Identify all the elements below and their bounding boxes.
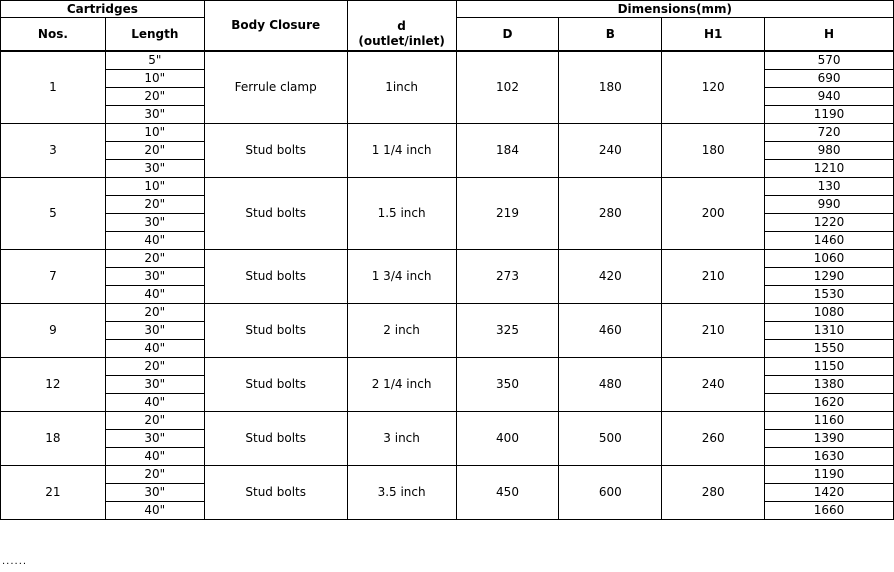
length-cell: 10"	[105, 69, 204, 87]
D-cell: 102	[456, 51, 559, 124]
H-header: H	[765, 18, 894, 51]
D-header: D	[456, 18, 559, 51]
H-cell: 1150	[765, 357, 894, 375]
length-cell: 20"	[105, 357, 204, 375]
length-cell: 30"	[105, 267, 204, 285]
nos-cell: 9	[1, 303, 106, 357]
d-cell: 2 inch	[347, 303, 456, 357]
continuation-dots: ......	[2, 556, 28, 567]
d-cell: 1 1/4 inch	[347, 123, 456, 177]
body-closure-cell: Stud bolts	[204, 123, 347, 177]
B-cell: 600	[559, 465, 662, 519]
H1-cell: 210	[662, 249, 765, 303]
length-cell: 20"	[105, 141, 204, 159]
d-cell: 1 3/4 inch	[347, 249, 456, 303]
H1-cell: 180	[662, 123, 765, 177]
H-cell: 1530	[765, 285, 894, 303]
H1-cell: 200	[662, 177, 765, 249]
d-cell: 1inch	[347, 51, 456, 124]
nos-cell: 3	[1, 123, 106, 177]
nos-cell: 18	[1, 411, 106, 465]
H-cell: 570	[765, 51, 894, 70]
nos-header: Nos.	[1, 18, 106, 51]
H1-cell: 280	[662, 465, 765, 519]
B-cell: 500	[559, 411, 662, 465]
B-cell: 480	[559, 357, 662, 411]
body-closure-header: Body Closure	[204, 1, 347, 51]
H-cell: 940	[765, 87, 894, 105]
nos-cell: 5	[1, 177, 106, 249]
body-closure-cell: Stud bolts	[204, 249, 347, 303]
length-cell: 20"	[105, 303, 204, 321]
table-row	[1, 123, 894, 141]
H-cell: 1220	[765, 213, 894, 231]
length-cell: 40"	[105, 339, 204, 357]
B-cell: 180	[559, 51, 662, 124]
table-body	[1, 51, 894, 520]
d-cell: 2 1/4 inch	[347, 357, 456, 411]
H-cell: 1190	[765, 105, 894, 123]
dimensions-header: Dimensions(mm)	[456, 1, 893, 18]
H-cell: 130	[765, 177, 894, 195]
D-cell: 184	[456, 123, 559, 177]
H1-cell: 260	[662, 411, 765, 465]
length-cell: 30"	[105, 105, 204, 123]
nos-cell: 1	[1, 51, 106, 124]
H1-cell: 120	[662, 51, 765, 124]
H-cell: 1660	[765, 501, 894, 519]
d-cell: 1.5 inch	[347, 177, 456, 249]
length-cell: 40"	[105, 285, 204, 303]
body-closure-cell: Stud bolts	[204, 357, 347, 411]
D-cell: 400	[456, 411, 559, 465]
table-row	[1, 303, 894, 321]
H-cell: 1190	[765, 465, 894, 483]
length-cell: 40"	[105, 501, 204, 519]
H-cell: 1390	[765, 429, 894, 447]
body-closure-cell: Stud bolts	[204, 465, 347, 519]
H-cell: 990	[765, 195, 894, 213]
length-cell: 10"	[105, 177, 204, 195]
D-cell: 219	[456, 177, 559, 249]
D-cell: 273	[456, 249, 559, 303]
D-cell: 450	[456, 465, 559, 519]
length-cell: 20"	[105, 249, 204, 267]
B-cell: 420	[559, 249, 662, 303]
H1-cell: 210	[662, 303, 765, 357]
H-cell: 1290	[765, 267, 894, 285]
body-closure-cell: Ferrule clamp	[204, 51, 347, 124]
length-cell: 40"	[105, 231, 204, 249]
D-cell: 350	[456, 357, 559, 411]
d-cell: 3 inch	[347, 411, 456, 465]
length-cell: 40"	[105, 393, 204, 411]
cartridges-header: Cartridges	[1, 1, 205, 18]
H-cell: 1630	[765, 447, 894, 465]
length-cell: 10"	[105, 123, 204, 141]
H-cell: 1380	[765, 375, 894, 393]
length-cell: 20"	[105, 411, 204, 429]
D-cell: 325	[456, 303, 559, 357]
body-closure-cell: Stud bolts	[204, 303, 347, 357]
table-row	[1, 177, 894, 195]
H-cell: 1620	[765, 393, 894, 411]
table-row	[1, 357, 894, 375]
d-header	[347, 18, 456, 51]
length-cell: 30"	[105, 429, 204, 447]
H-cell: 1060	[765, 249, 894, 267]
H-cell: 980	[765, 141, 894, 159]
B-cell: 240	[559, 123, 662, 177]
H-cell: 1310	[765, 321, 894, 339]
body-closure-cell: Stud bolts	[204, 177, 347, 249]
B-cell: 280	[559, 177, 662, 249]
H-cell: 1420	[765, 483, 894, 501]
B-header: B	[559, 18, 662, 51]
d-header-top	[347, 1, 456, 18]
length-cell: 30"	[105, 213, 204, 231]
H-cell: 1550	[765, 339, 894, 357]
H1-cell: 240	[662, 357, 765, 411]
length-cell: 5"	[105, 51, 204, 70]
H-cell: 1210	[765, 159, 894, 177]
length-header: Length	[105, 18, 204, 51]
length-cell: 20"	[105, 87, 204, 105]
length-cell: 20"	[105, 465, 204, 483]
H-cell: 1460	[765, 231, 894, 249]
d-cell: 3.5 inch	[347, 465, 456, 519]
table-row	[1, 51, 894, 70]
length-cell: 30"	[105, 375, 204, 393]
B-cell: 460	[559, 303, 662, 357]
H-cell: 1160	[765, 411, 894, 429]
table-row	[1, 249, 894, 267]
H1-header: H1	[662, 18, 765, 51]
length-cell: 30"	[105, 483, 204, 501]
length-cell: 20"	[105, 195, 204, 213]
d-header-line1: d	[397, 18, 406, 33]
table-row	[1, 465, 894, 483]
nos-cell: 12	[1, 357, 106, 411]
d-header-line2: (outlet/inlet)	[358, 33, 445, 48]
H-cell: 1080	[765, 303, 894, 321]
H-cell: 720	[765, 123, 894, 141]
length-cell: 40"	[105, 447, 204, 465]
H-cell: 690	[765, 69, 894, 87]
nos-cell: 7	[1, 249, 106, 303]
body-closure-cell: Stud bolts	[204, 411, 347, 465]
table-row	[1, 411, 894, 429]
nos-cell: 21	[1, 465, 106, 519]
length-cell: 30"	[105, 321, 204, 339]
length-cell: 30"	[105, 159, 204, 177]
